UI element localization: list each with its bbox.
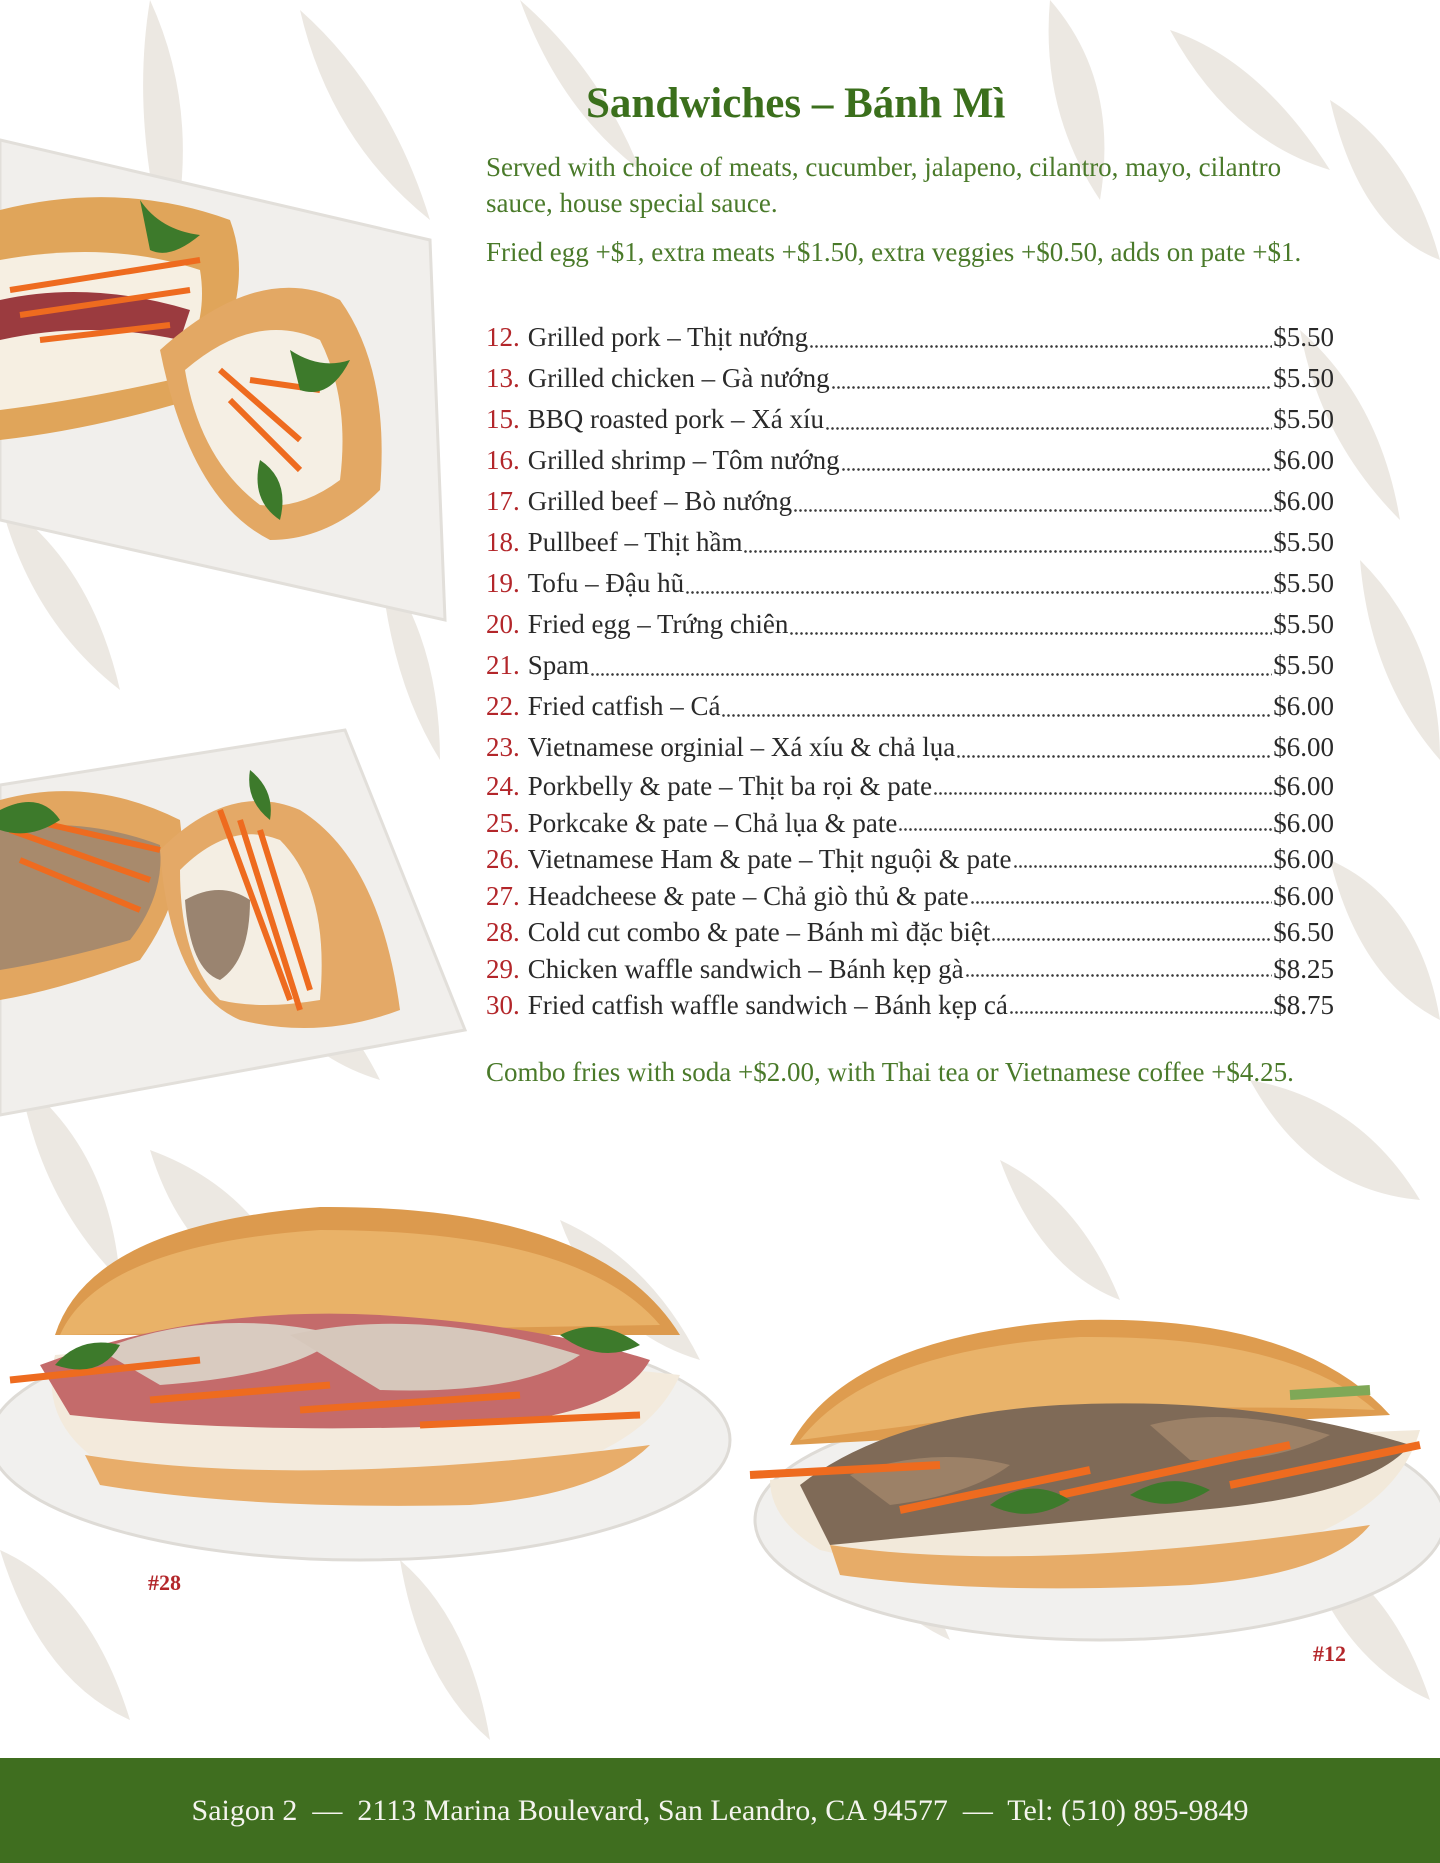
sandwich-photo-top [0, 140, 450, 630]
item-name: Cold cut combo & pate – Bánh mì đặc biệt [527, 917, 991, 947]
item-number: 26. [486, 844, 520, 874]
dot-leader [809, 317, 1272, 358]
item-price: $6.00 [1273, 771, 1334, 801]
item-name: Pullbeef – Thịt hầm [527, 527, 743, 557]
dot-leader [1013, 841, 1273, 878]
item-name: Headcheese & pate – Chả giò thủ & pate [527, 880, 969, 911]
menu-item [486, 805, 1334, 842]
photo-caption-28: #28 [148, 1570, 181, 1595]
item-number: 23. [486, 732, 520, 762]
menu-item [486, 522, 1334, 563]
item-name: Porkcake & pate – Chả lụa & pate [527, 807, 898, 838]
menu-item [486, 878, 1334, 915]
item-price: $6.00 [1273, 445, 1334, 475]
item-price: $6.00 [1273, 880, 1334, 911]
menu-item [486, 481, 1334, 522]
footer-contact-info: Saigon 2 — 2113 Marina Boulevard, San Leandro, CA 94577 — Tel: (510) 895-9849 [191, 1793, 1249, 1827]
item-name: BBQ roasted pork – Xá xíu [527, 404, 824, 434]
item-price: $5.50 [1273, 404, 1334, 434]
dot-leader [933, 768, 1272, 805]
menu-item [486, 645, 1334, 686]
dot-leader [991, 914, 1272, 951]
item-number: 30. [486, 990, 520, 1020]
item-price: $6.00 [1273, 732, 1334, 762]
sandwich-photo-middle [0, 730, 470, 1120]
menu-item [486, 604, 1334, 645]
item-number: 25. [486, 807, 520, 838]
item-number: 28. [486, 917, 520, 947]
item-name: Grilled beef – Bò nướng [527, 486, 793, 516]
sandwich-photo-12 [730, 1295, 1440, 1655]
menu-item [486, 440, 1334, 481]
item-price: $5.50 [1273, 609, 1334, 639]
item-number: 17. [486, 486, 520, 516]
menu-item [486, 987, 1334, 1024]
item-number: 22. [486, 691, 520, 721]
photo-caption-12: #12 [1313, 1641, 1346, 1666]
item-name: Tofu – Đậu hũ [527, 568, 685, 598]
dot-leader [898, 805, 1272, 842]
item-price: $6.00 [1273, 844, 1334, 874]
dot-leader [793, 481, 1272, 522]
item-price: $5.50 [1273, 527, 1334, 557]
dot-leader [743, 522, 1272, 563]
menu-item [486, 951, 1334, 988]
item-price: $6.00 [1273, 691, 1334, 721]
dot-leader [970, 878, 1273, 915]
dot-leader [825, 399, 1272, 440]
menu-item [486, 768, 1334, 805]
item-number: 13. [486, 363, 520, 393]
item-name: Vietnamese Ham & pate – Thịt nguội & pate [527, 844, 1012, 874]
item-number: 21. [486, 650, 520, 680]
intro-description: Served with choice of meats, cucumber, jalapeno, cilantro, mayo, cilantro sauce, house special sauce. [486, 152, 1282, 218]
dot-leader [831, 358, 1273, 399]
item-price: $6.00 [1273, 807, 1334, 838]
menu-item [486, 563, 1334, 604]
item-price: $6.00 [1273, 486, 1334, 516]
dot-leader [789, 604, 1272, 645]
item-price: $5.50 [1273, 568, 1334, 598]
item-name: Vietnamese orginial – Xá xíu & chả lụa [527, 732, 956, 762]
item-price: $5.50 [1273, 363, 1334, 393]
item-number: 12. [486, 322, 520, 352]
item-number: 24. [486, 771, 520, 801]
menu-item [486, 727, 1334, 768]
item-name: Chicken waffle sandwich – Bánh kẹp gà [527, 953, 964, 984]
menu-item [486, 358, 1334, 399]
item-name: Spam [527, 650, 590, 680]
item-name: Fried catfish waffle sandwich – Bánh kẹp cá [527, 990, 1008, 1020]
dot-leader [1009, 987, 1272, 1024]
item-price: $8.25 [1273, 953, 1334, 984]
item-number: 19. [486, 568, 520, 598]
dot-leader [965, 951, 1273, 988]
item-price: $8.75 [1273, 990, 1334, 1020]
item-price: $6.50 [1273, 917, 1334, 947]
combo-note: Combo fries with soda +$2.00, with Thai tea or Vietnamese coffee +$4.25. [486, 1057, 1294, 1087]
menu-item [486, 914, 1334, 951]
page-title: Sandwiches – Bánh Mì [586, 80, 1006, 127]
item-price: $5.50 [1273, 650, 1334, 680]
item-price: $5.50 [1273, 322, 1334, 352]
menu-list [486, 317, 1334, 1024]
menu-item [486, 399, 1334, 440]
dot-leader [685, 563, 1272, 604]
item-name: Fried catfish – Cá [527, 691, 721, 721]
item-name: Porkbelly & pate – Thịt ba rọi & pate [527, 771, 933, 801]
item-number: 29. [486, 953, 520, 984]
menu-item [486, 317, 1334, 358]
add-ons-note: Fried egg +$1, extra meats +$1.50, extra veggies +$0.50, adds on pate +$1. [486, 237, 1302, 267]
item-number: 27. [486, 880, 520, 911]
footer-bar [0, 1758, 1440, 1863]
item-number: 18. [486, 527, 520, 557]
dot-leader [841, 440, 1273, 481]
item-number: 15. [486, 404, 520, 434]
dot-leader [956, 727, 1272, 768]
menu-item [486, 686, 1334, 727]
item-number: 20. [486, 609, 520, 639]
item-name: Fried egg – Trứng chiên [527, 609, 789, 639]
dot-leader [721, 686, 1272, 727]
item-name: Grilled pork – Thịt nướng [527, 322, 809, 352]
item-name: Grilled chicken – Gà nướng [527, 363, 830, 393]
menu-item [486, 841, 1334, 878]
sandwich-photo-28 [0, 1185, 740, 1590]
item-name: Grilled shrimp – Tôm nướng [527, 445, 840, 475]
item-number: 16. [486, 445, 520, 475]
dot-leader [590, 645, 1272, 686]
